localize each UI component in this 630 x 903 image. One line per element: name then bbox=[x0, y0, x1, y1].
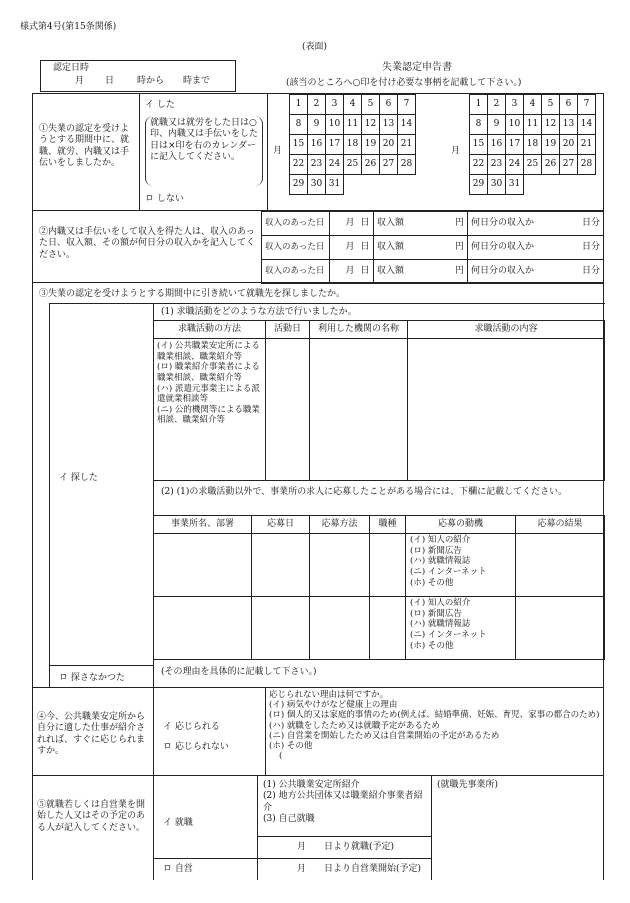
q2-section bbox=[32, 211, 604, 283]
calendar-day[interactable]: 16 bbox=[488, 135, 506, 155]
side-label: (表面) bbox=[302, 42, 328, 52]
activity-content-field[interactable] bbox=[408, 339, 605, 481]
calendar-day[interactable]: 13 bbox=[560, 115, 578, 135]
cert-time-from: 時から bbox=[137, 76, 165, 86]
q5-question: ⑤就職若しくは自営業を開始した人又はその予定のある人が記入してください。 bbox=[37, 800, 146, 833]
q1-note: 就職又は就労をした日は○印、内職又は手伝いをした日は×印を右のカレンダーに記入してください。 bbox=[150, 118, 259, 162]
calendar-day[interactable]: 30 bbox=[488, 175, 506, 195]
income-row bbox=[262, 212, 604, 236]
q5-self-employed-option[interactable]: ロ 自営 bbox=[163, 864, 193, 874]
calendar-day[interactable]: 27 bbox=[560, 155, 578, 175]
motive-item[interactable]: (イ) 知人の紹介 bbox=[410, 598, 471, 608]
q3-part1-title: (1) 求職活動をどのような方法で行いましたか。 bbox=[161, 307, 357, 317]
motive-item[interactable]: (イ) 知人の紹介 bbox=[410, 535, 471, 545]
calendar-day[interactable]: 5 bbox=[542, 95, 560, 115]
route-item[interactable]: (1) 公共職業安定所紹介 bbox=[263, 780, 360, 790]
income-amount-label: 収入額 bbox=[374, 236, 412, 260]
company-field[interactable] bbox=[154, 534, 252, 597]
calendar-day[interactable]: 8 bbox=[290, 115, 308, 135]
calendar-day[interactable]: 9 bbox=[488, 115, 506, 135]
calendar-day[interactable]: 25 bbox=[344, 155, 362, 175]
certification-datetime-box bbox=[40, 60, 236, 92]
motive-item[interactable]: (ホ) その他 bbox=[410, 640, 454, 651]
instruction: (該当のところへ○印を付け必要な事柄を記載して下さい。) bbox=[286, 78, 522, 88]
company-field[interactable] bbox=[154, 597, 252, 660]
calendar-day[interactable]: 20 bbox=[560, 135, 578, 155]
calendar-week bbox=[290, 175, 416, 195]
calendar-week bbox=[290, 135, 416, 155]
reason-item[interactable]: (ニ) 自営業を開始したため又は自営業開始の予定があるため bbox=[269, 730, 500, 741]
calendar-day[interactable]: 15 bbox=[470, 135, 488, 155]
q5-routes bbox=[263, 780, 427, 825]
calendar-day[interactable]: 2 bbox=[308, 95, 326, 115]
calendar-day[interactable]: 10 bbox=[506, 115, 524, 135]
q5-section bbox=[32, 776, 604, 880]
q1-section bbox=[32, 93, 604, 211]
calendar-day[interactable]: 6 bbox=[560, 95, 578, 115]
income-days-label: 何日分の収入か bbox=[468, 260, 548, 284]
calendar-day[interactable]: 17 bbox=[506, 135, 524, 155]
calendar-day[interactable]: 24 bbox=[506, 155, 524, 175]
income-day[interactable]: 日 bbox=[358, 212, 374, 236]
income-row bbox=[262, 260, 604, 284]
income-row bbox=[262, 236, 604, 260]
col-activity-date: 活動日 bbox=[266, 321, 310, 339]
calendar-day[interactable]: 10 bbox=[326, 115, 344, 135]
motive-item[interactable]: (ハ) 就職情報誌 bbox=[410, 619, 471, 630]
motive-item[interactable]: (ハ) 就職情報誌 bbox=[410, 556, 471, 567]
income-amount-field[interactable]: 円 bbox=[412, 212, 468, 236]
method-item: (ニ) 公的機関等による職業相談、職業紹介等 bbox=[157, 404, 260, 426]
income-amount-label: 収入額 bbox=[374, 212, 412, 236]
method-list bbox=[154, 339, 266, 481]
calendar-day[interactable]: 12 bbox=[362, 115, 380, 135]
q4-section bbox=[32, 688, 604, 776]
cert-month: 月 bbox=[75, 76, 85, 86]
income-month[interactable]: 月 bbox=[330, 260, 358, 284]
income-date-label: 収入のあった日 bbox=[262, 236, 330, 260]
motive-options bbox=[406, 534, 516, 597]
calendar-week bbox=[290, 115, 416, 135]
calendar-day[interactable]: 8 bbox=[470, 115, 488, 135]
q3-question: ③失業の認定を受けようとする期間中に引き続いて就職先を探しましたか。 bbox=[39, 289, 346, 299]
q5-employer-label: (就職先事業所) bbox=[437, 780, 499, 790]
calendar-day[interactable] bbox=[362, 175, 380, 195]
calendar-day[interactable]: 3 bbox=[506, 95, 524, 115]
job-type-field[interactable] bbox=[370, 597, 406, 660]
q4-yes-option[interactable]: イ 応じられる bbox=[163, 722, 220, 732]
income-day[interactable]: 日 bbox=[358, 260, 374, 284]
q3-no-reason-label: (その理由を具体的に記載して下さい。) bbox=[161, 667, 317, 677]
reason-item[interactable]: (ホ) その他 bbox=[269, 740, 313, 751]
calendar2-month-label: 月 bbox=[451, 146, 461, 156]
col-apply-date: 応募日 bbox=[252, 516, 310, 534]
calendar-week bbox=[290, 95, 416, 115]
col-activity-content: 求職活動の内容 bbox=[408, 321, 605, 339]
income-days-label: 何日分の収入か bbox=[468, 236, 548, 260]
q5-employed-date[interactable]: 月 日より就職(予定) bbox=[297, 842, 395, 852]
form-id: 様式第4号(第15条関係) bbox=[20, 22, 117, 32]
calendar-day[interactable]: 13 bbox=[380, 115, 398, 135]
calendar-day[interactable]: 19 bbox=[362, 135, 380, 155]
calendar-day[interactable]: 30 bbox=[308, 175, 326, 195]
calendar-day[interactable]: 21 bbox=[578, 135, 596, 155]
calendar-day[interactable]: 22 bbox=[470, 155, 488, 175]
route-item[interactable]: (3) 自己就職 bbox=[263, 813, 315, 824]
reason-item[interactable]: (イ) 病気やけがなど健康上の理由 bbox=[269, 700, 398, 711]
reason-item[interactable]: (ハ) 就職をしたため又は就職予定があるため bbox=[269, 720, 440, 731]
col-apply-method: 応募方法 bbox=[310, 516, 370, 534]
calendar-day[interactable]: 6 bbox=[380, 95, 398, 115]
motive-item[interactable]: (ニ) インターネット bbox=[410, 629, 487, 640]
income-days-field[interactable]: 日分 bbox=[548, 236, 604, 260]
calendar-day[interactable]: 17 bbox=[326, 135, 344, 155]
calendar-day[interactable] bbox=[380, 175, 398, 195]
income-days-field[interactable]: 日分 bbox=[548, 260, 604, 284]
calendar-day[interactable]: 28 bbox=[398, 155, 416, 175]
apply-date-field[interactable] bbox=[252, 534, 310, 597]
calendar-day[interactable]: 11 bbox=[344, 115, 362, 135]
income-month[interactable]: 月 bbox=[330, 236, 358, 260]
calendar-day[interactable]: 9 bbox=[308, 115, 326, 135]
col-agency-name: 利用した機関の名称 bbox=[310, 321, 408, 339]
calendar-day[interactable]: 26 bbox=[362, 155, 380, 175]
reason-title: 応じられない理由は何ですか。 bbox=[269, 690, 389, 700]
calendar-day[interactable]: 31 bbox=[506, 175, 524, 195]
motive-item[interactable]: (ニ) インターネット bbox=[410, 566, 487, 577]
calendar-week bbox=[470, 115, 596, 135]
calendar-day[interactable]: 3 bbox=[326, 95, 344, 115]
calendar-day[interactable]: 2 bbox=[488, 95, 506, 115]
calendar-day[interactable]: 14 bbox=[578, 115, 596, 135]
calendar-day[interactable]: 31 bbox=[326, 175, 344, 195]
calendar-week bbox=[470, 135, 596, 155]
motive-item[interactable]: (ロ) 新聞広告 bbox=[410, 545, 462, 556]
col-method: 求職活動の方法 bbox=[154, 321, 266, 339]
calendar-day[interactable]: 16 bbox=[308, 135, 326, 155]
income-month[interactable]: 月 bbox=[330, 212, 358, 236]
calendar-day[interactable]: 21 bbox=[398, 135, 416, 155]
q3-section bbox=[32, 283, 604, 688]
q5-self-employed-date[interactable]: 月 日より自営業開始(予定) bbox=[297, 864, 422, 874]
reason-item[interactable]: (ロ) 個人的又は家庭的事情のため(例えば、結婚準備、妊娠、育児、家事の都合のため) bbox=[269, 710, 600, 721]
income-amount-label: 収入額 bbox=[374, 260, 412, 284]
calendar-day[interactable]: 18 bbox=[344, 135, 362, 155]
motive-item[interactable]: (ホ) その他 bbox=[410, 577, 454, 588]
page-title: 失業認定申告書 bbox=[382, 62, 452, 73]
q3-part2-title: (2) (1)の求職活動以外で、事業所の求人に応募したことがある場合には、下欄に記載してください。 bbox=[161, 487, 568, 497]
calendar-day[interactable]: 7 bbox=[578, 95, 596, 115]
agency-name-field[interactable] bbox=[310, 339, 408, 481]
route-item[interactable]: (2) 地方公共団体又は職業紹介事業者紹介 bbox=[263, 791, 423, 813]
cert-label: 認定日時 bbox=[53, 63, 90, 73]
col-job-type: 職種 bbox=[370, 516, 406, 534]
job-search-activity-table bbox=[153, 320, 605, 481]
calendar-day[interactable]: 5 bbox=[362, 95, 380, 115]
income-date-label: 収入のあった日 bbox=[262, 212, 330, 236]
calendar-day[interactable]: 19 bbox=[542, 135, 560, 155]
q4-question: ④今、公共職業安定所から自分に適した仕事が紹介されれば、すぐに応じられますか。 bbox=[37, 712, 146, 756]
col-company: 事業所名、部署 bbox=[154, 516, 252, 534]
calendar-day[interactable] bbox=[560, 175, 578, 195]
method-item: (イ) 公共職業安定所による職業相談、職業紹介等 bbox=[157, 341, 260, 362]
income-amount-field[interactable]: 円 bbox=[412, 236, 468, 260]
calendar-day[interactable]: 29 bbox=[470, 175, 488, 195]
calendar-day[interactable]: 1 bbox=[470, 95, 488, 115]
calendar-day[interactable]: 24 bbox=[326, 155, 344, 175]
calendar-day[interactable]: 1 bbox=[290, 95, 308, 115]
q2-income-table bbox=[261, 211, 604, 284]
income-day[interactable]: 日 bbox=[358, 236, 374, 260]
calendar-day[interactable]: 27 bbox=[380, 155, 398, 175]
motive-item[interactable]: (ロ) 新聞広告 bbox=[410, 608, 462, 619]
method-item: (ロ) 職業紹介事業者による職業相談、職業紹介等 bbox=[157, 362, 260, 383]
calendar-week bbox=[470, 155, 596, 175]
calendar-day[interactable]: 23 bbox=[488, 155, 506, 175]
calendar-day[interactable]: 12 bbox=[542, 115, 560, 135]
activity-date-field[interactable] bbox=[266, 339, 310, 481]
calendar-day[interactable]: 29 bbox=[290, 175, 308, 195]
q1-yes-option[interactable]: イ した bbox=[145, 100, 175, 110]
calendar-day[interactable]: 20 bbox=[380, 135, 398, 155]
result-field[interactable] bbox=[516, 597, 605, 660]
job-type-field[interactable] bbox=[370, 534, 406, 597]
calendar-day[interactable] bbox=[398, 175, 416, 195]
apply-date-field[interactable] bbox=[252, 597, 310, 660]
apply-method-field[interactable] bbox=[310, 597, 370, 660]
calendar-2 bbox=[469, 94, 596, 195]
q1-question: ①失業の認定を受けようとする期間中に、就職、就労、内職又は手伝いをしましたか。 bbox=[39, 124, 130, 168]
income-days-label: 何日分の収入か bbox=[468, 212, 548, 236]
method-item: (ハ) 派遣元事業主による派遣就業相談等 bbox=[157, 383, 260, 405]
q4-reasons bbox=[269, 690, 601, 761]
calendar-day[interactable]: 18 bbox=[524, 135, 542, 155]
col-result: 応募の結果 bbox=[516, 516, 605, 534]
apply-method-field[interactable] bbox=[310, 534, 370, 597]
calendar-1 bbox=[289, 94, 416, 195]
cert-day: 日 bbox=[105, 76, 115, 86]
calendar-day[interactable]: 4 bbox=[524, 95, 542, 115]
q4-no-option[interactable]: ロ 応じられない bbox=[163, 742, 229, 752]
calendar-day[interactable]: 26 bbox=[542, 155, 560, 175]
calendar-day[interactable]: 7 bbox=[398, 95, 416, 115]
calendar-week bbox=[290, 155, 416, 175]
calendar-day[interactable]: 11 bbox=[524, 115, 542, 135]
cert-time-to: 時まで bbox=[183, 76, 211, 86]
calendar-day[interactable]: 25 bbox=[524, 155, 542, 175]
calendar1-month-label: 月 bbox=[273, 146, 283, 156]
q3-yes-option[interactable]: イ 探した bbox=[59, 473, 98, 483]
application-table bbox=[153, 515, 605, 660]
calendar-day[interactable]: 4 bbox=[344, 95, 362, 115]
income-amount-field[interactable]: 円 bbox=[412, 260, 468, 284]
q2-question: ②内職又は手伝いをして収入を得た人は、収入のあった日、収入額、その額が何日分の収入かを記入してください。 bbox=[39, 227, 256, 260]
calendar-day[interactable] bbox=[542, 175, 560, 195]
calendar-day[interactable]: 15 bbox=[290, 135, 308, 155]
q5-employed-option[interactable]: イ 就職 bbox=[163, 818, 193, 828]
income-days-field[interactable]: 日分 bbox=[548, 212, 604, 236]
calendar-day[interactable] bbox=[578, 175, 596, 195]
calendar-week bbox=[470, 95, 596, 115]
calendar-day[interactable] bbox=[344, 175, 362, 195]
col-motive: 応募の動機 bbox=[406, 516, 516, 534]
reason-other-field[interactable]: ( bbox=[279, 751, 283, 762]
calendar-day[interactable]: 22 bbox=[290, 155, 308, 175]
result-field[interactable] bbox=[516, 534, 605, 597]
calendar-week bbox=[470, 175, 596, 195]
q1-no-option[interactable]: ロ しない bbox=[145, 194, 184, 204]
calendar-day[interactable]: 14 bbox=[398, 115, 416, 135]
income-date-label: 収入のあった日 bbox=[262, 260, 330, 284]
calendar-day[interactable]: 23 bbox=[308, 155, 326, 175]
motive-options bbox=[406, 597, 516, 660]
calendar-day[interactable]: 28 bbox=[578, 155, 596, 175]
q3-no-option[interactable]: ロ 探さなかつた bbox=[59, 673, 125, 683]
calendar-day[interactable] bbox=[524, 175, 542, 195]
